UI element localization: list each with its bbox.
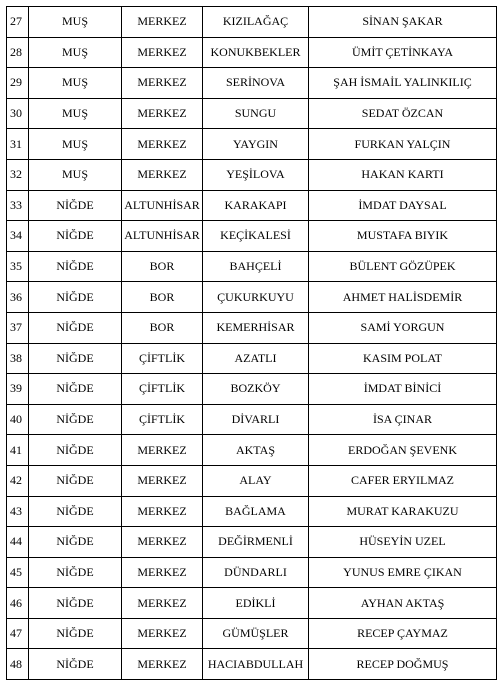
- province-cell: NİĞDE: [29, 435, 122, 466]
- province-cell: MUŞ: [29, 68, 122, 99]
- row-number-cell: 35: [7, 251, 29, 282]
- row-number-cell: 27: [7, 7, 29, 38]
- village-cell: ALAY: [203, 465, 309, 496]
- table-row: [7, 496, 497, 527]
- district-cell: MERKEZ: [122, 37, 203, 68]
- person-name-cell: ÜMİT ÇETİNKAYA: [309, 37, 497, 68]
- person-name-cell: AHMET HALİSDEMİR: [309, 282, 497, 313]
- table-row: [7, 465, 497, 496]
- row-number-cell: 37: [7, 312, 29, 343]
- person-name-cell: İMDAT BİNİCİ: [309, 374, 497, 405]
- province-cell: MUŞ: [29, 98, 122, 129]
- district-cell: MERKEZ: [122, 435, 203, 466]
- village-cell: DÜNDARLI: [203, 557, 309, 588]
- district-cell: MERKEZ: [122, 98, 203, 129]
- person-name-cell: SİNAN ŞAKAR: [309, 7, 497, 38]
- village-cell: GÜMÜŞLER: [203, 618, 309, 649]
- district-cell: MERKEZ: [122, 68, 203, 99]
- district-cell: BOR: [122, 282, 203, 313]
- table-row: [7, 527, 497, 558]
- table-body: [7, 7, 497, 680]
- village-headman-table: [6, 6, 497, 680]
- village-cell: KIZILAĞAÇ: [203, 7, 309, 38]
- district-cell: ÇİFTLİK: [122, 404, 203, 435]
- province-cell: NİĞDE: [29, 527, 122, 558]
- village-cell: HACIABDULLAH: [203, 649, 309, 680]
- province-cell: NİĞDE: [29, 588, 122, 619]
- table-row: [7, 251, 497, 282]
- table-row: [7, 618, 497, 649]
- row-number-cell: 30: [7, 98, 29, 129]
- row-number-cell: 34: [7, 221, 29, 252]
- person-name-cell: ŞAH İSMAİL YALINKILIÇ: [309, 68, 497, 99]
- village-cell: KARAKAPI: [203, 190, 309, 221]
- district-cell: BOR: [122, 251, 203, 282]
- village-cell: KEMERHİSAR: [203, 312, 309, 343]
- province-cell: NİĞDE: [29, 190, 122, 221]
- village-cell: BAĞLAMA: [203, 496, 309, 527]
- row-number-cell: 31: [7, 129, 29, 160]
- row-number-cell: 46: [7, 588, 29, 619]
- table-row: [7, 98, 497, 129]
- province-cell: NİĞDE: [29, 374, 122, 405]
- person-name-cell: FURKAN YALÇIN: [309, 129, 497, 160]
- table-row: [7, 282, 497, 313]
- row-number-cell: 29: [7, 68, 29, 99]
- table-row: [7, 159, 497, 190]
- row-number-cell: 28: [7, 37, 29, 68]
- village-cell: ÇUKURKUYU: [203, 282, 309, 313]
- person-name-cell: CAFER ERYILMAZ: [309, 465, 497, 496]
- person-name-cell: AYHAN AKTAŞ: [309, 588, 497, 619]
- village-cell: SERİNOVA: [203, 68, 309, 99]
- province-cell: NİĞDE: [29, 618, 122, 649]
- table-row: [7, 190, 497, 221]
- table-row: [7, 588, 497, 619]
- row-number-cell: 47: [7, 618, 29, 649]
- row-number-cell: 42: [7, 465, 29, 496]
- province-cell: NİĞDE: [29, 282, 122, 313]
- province-cell: NİĞDE: [29, 221, 122, 252]
- province-cell: NİĞDE: [29, 496, 122, 527]
- province-cell: NİĞDE: [29, 465, 122, 496]
- row-number-cell: 45: [7, 557, 29, 588]
- row-number-cell: 44: [7, 527, 29, 558]
- person-name-cell: YUNUS EMRE ÇIKAN: [309, 557, 497, 588]
- village-cell: EDİKLİ: [203, 588, 309, 619]
- village-cell: DİVARLI: [203, 404, 309, 435]
- district-cell: MERKEZ: [122, 465, 203, 496]
- district-cell: ALTUNHİSAR: [122, 221, 203, 252]
- district-cell: MERKEZ: [122, 7, 203, 38]
- province-cell: NİĞDE: [29, 557, 122, 588]
- person-name-cell: MUSTAFA BIYIK: [309, 221, 497, 252]
- person-name-cell: HÜSEYİN UZEL: [309, 527, 497, 558]
- province-cell: NİĞDE: [29, 343, 122, 374]
- district-cell: MERKEZ: [122, 618, 203, 649]
- table-row: [7, 343, 497, 374]
- district-cell: ÇİFTLİK: [122, 374, 203, 405]
- table-row: [7, 404, 497, 435]
- province-cell: NİĞDE: [29, 649, 122, 680]
- row-number-cell: 32: [7, 159, 29, 190]
- village-cell: YAYGIN: [203, 129, 309, 160]
- table-row: [7, 435, 497, 466]
- province-cell: MUŞ: [29, 37, 122, 68]
- district-cell: MERKEZ: [122, 129, 203, 160]
- table-row: [7, 7, 497, 38]
- row-number-cell: 41: [7, 435, 29, 466]
- table-row: [7, 68, 497, 99]
- district-cell: BOR: [122, 312, 203, 343]
- person-name-cell: RECEP DOĞMUŞ: [309, 649, 497, 680]
- province-cell: MUŞ: [29, 159, 122, 190]
- province-cell: NİĞDE: [29, 251, 122, 282]
- table-row: [7, 312, 497, 343]
- person-name-cell: KASIM POLAT: [309, 343, 497, 374]
- person-name-cell: SEDAT ÖZCAN: [309, 98, 497, 129]
- village-cell: SUNGU: [203, 98, 309, 129]
- person-name-cell: HAKAN KARTI: [309, 159, 497, 190]
- village-cell: AZATLI: [203, 343, 309, 374]
- table-row: [7, 374, 497, 405]
- table-row: [7, 37, 497, 68]
- district-cell: MERKEZ: [122, 159, 203, 190]
- row-number-cell: 39: [7, 374, 29, 405]
- table-row: [7, 129, 497, 160]
- province-cell: NİĞDE: [29, 312, 122, 343]
- person-name-cell: İSA ÇINAR: [309, 404, 497, 435]
- province-cell: MUŞ: [29, 129, 122, 160]
- person-name-cell: BÜLENT GÖZÜPEK: [309, 251, 497, 282]
- row-number-cell: 40: [7, 404, 29, 435]
- village-cell: DEĞİRMENLİ: [203, 527, 309, 558]
- table-row: [7, 221, 497, 252]
- district-cell: MERKEZ: [122, 557, 203, 588]
- person-name-cell: RECEP ÇAYMAZ: [309, 618, 497, 649]
- row-number-cell: 33: [7, 190, 29, 221]
- district-cell: MERKEZ: [122, 527, 203, 558]
- person-name-cell: MURAT KARAKUZU: [309, 496, 497, 527]
- person-name-cell: İMDAT DAYSAL: [309, 190, 497, 221]
- table-row: [7, 557, 497, 588]
- row-number-cell: 38: [7, 343, 29, 374]
- district-cell: MERKEZ: [122, 588, 203, 619]
- person-name-cell: SAMİ YORGUN: [309, 312, 497, 343]
- row-number-cell: 43: [7, 496, 29, 527]
- district-cell: MERKEZ: [122, 649, 203, 680]
- village-cell: KONUKBEKLER: [203, 37, 309, 68]
- district-cell: ÇİFTLİK: [122, 343, 203, 374]
- village-cell: AKTAŞ: [203, 435, 309, 466]
- person-name-cell: ERDOĞAN ŞEVENK: [309, 435, 497, 466]
- row-number-cell: 48: [7, 649, 29, 680]
- province-cell: NİĞDE: [29, 404, 122, 435]
- province-cell: MUŞ: [29, 7, 122, 38]
- row-number-cell: 36: [7, 282, 29, 313]
- village-cell: BOZKÖY: [203, 374, 309, 405]
- district-cell: ALTUNHİSAR: [122, 190, 203, 221]
- district-cell: MERKEZ: [122, 496, 203, 527]
- table-row: [7, 649, 497, 680]
- village-cell: YEŞİLOVA: [203, 159, 309, 190]
- village-cell: KEÇİKALESİ: [203, 221, 309, 252]
- village-cell: BAHÇELİ: [203, 251, 309, 282]
